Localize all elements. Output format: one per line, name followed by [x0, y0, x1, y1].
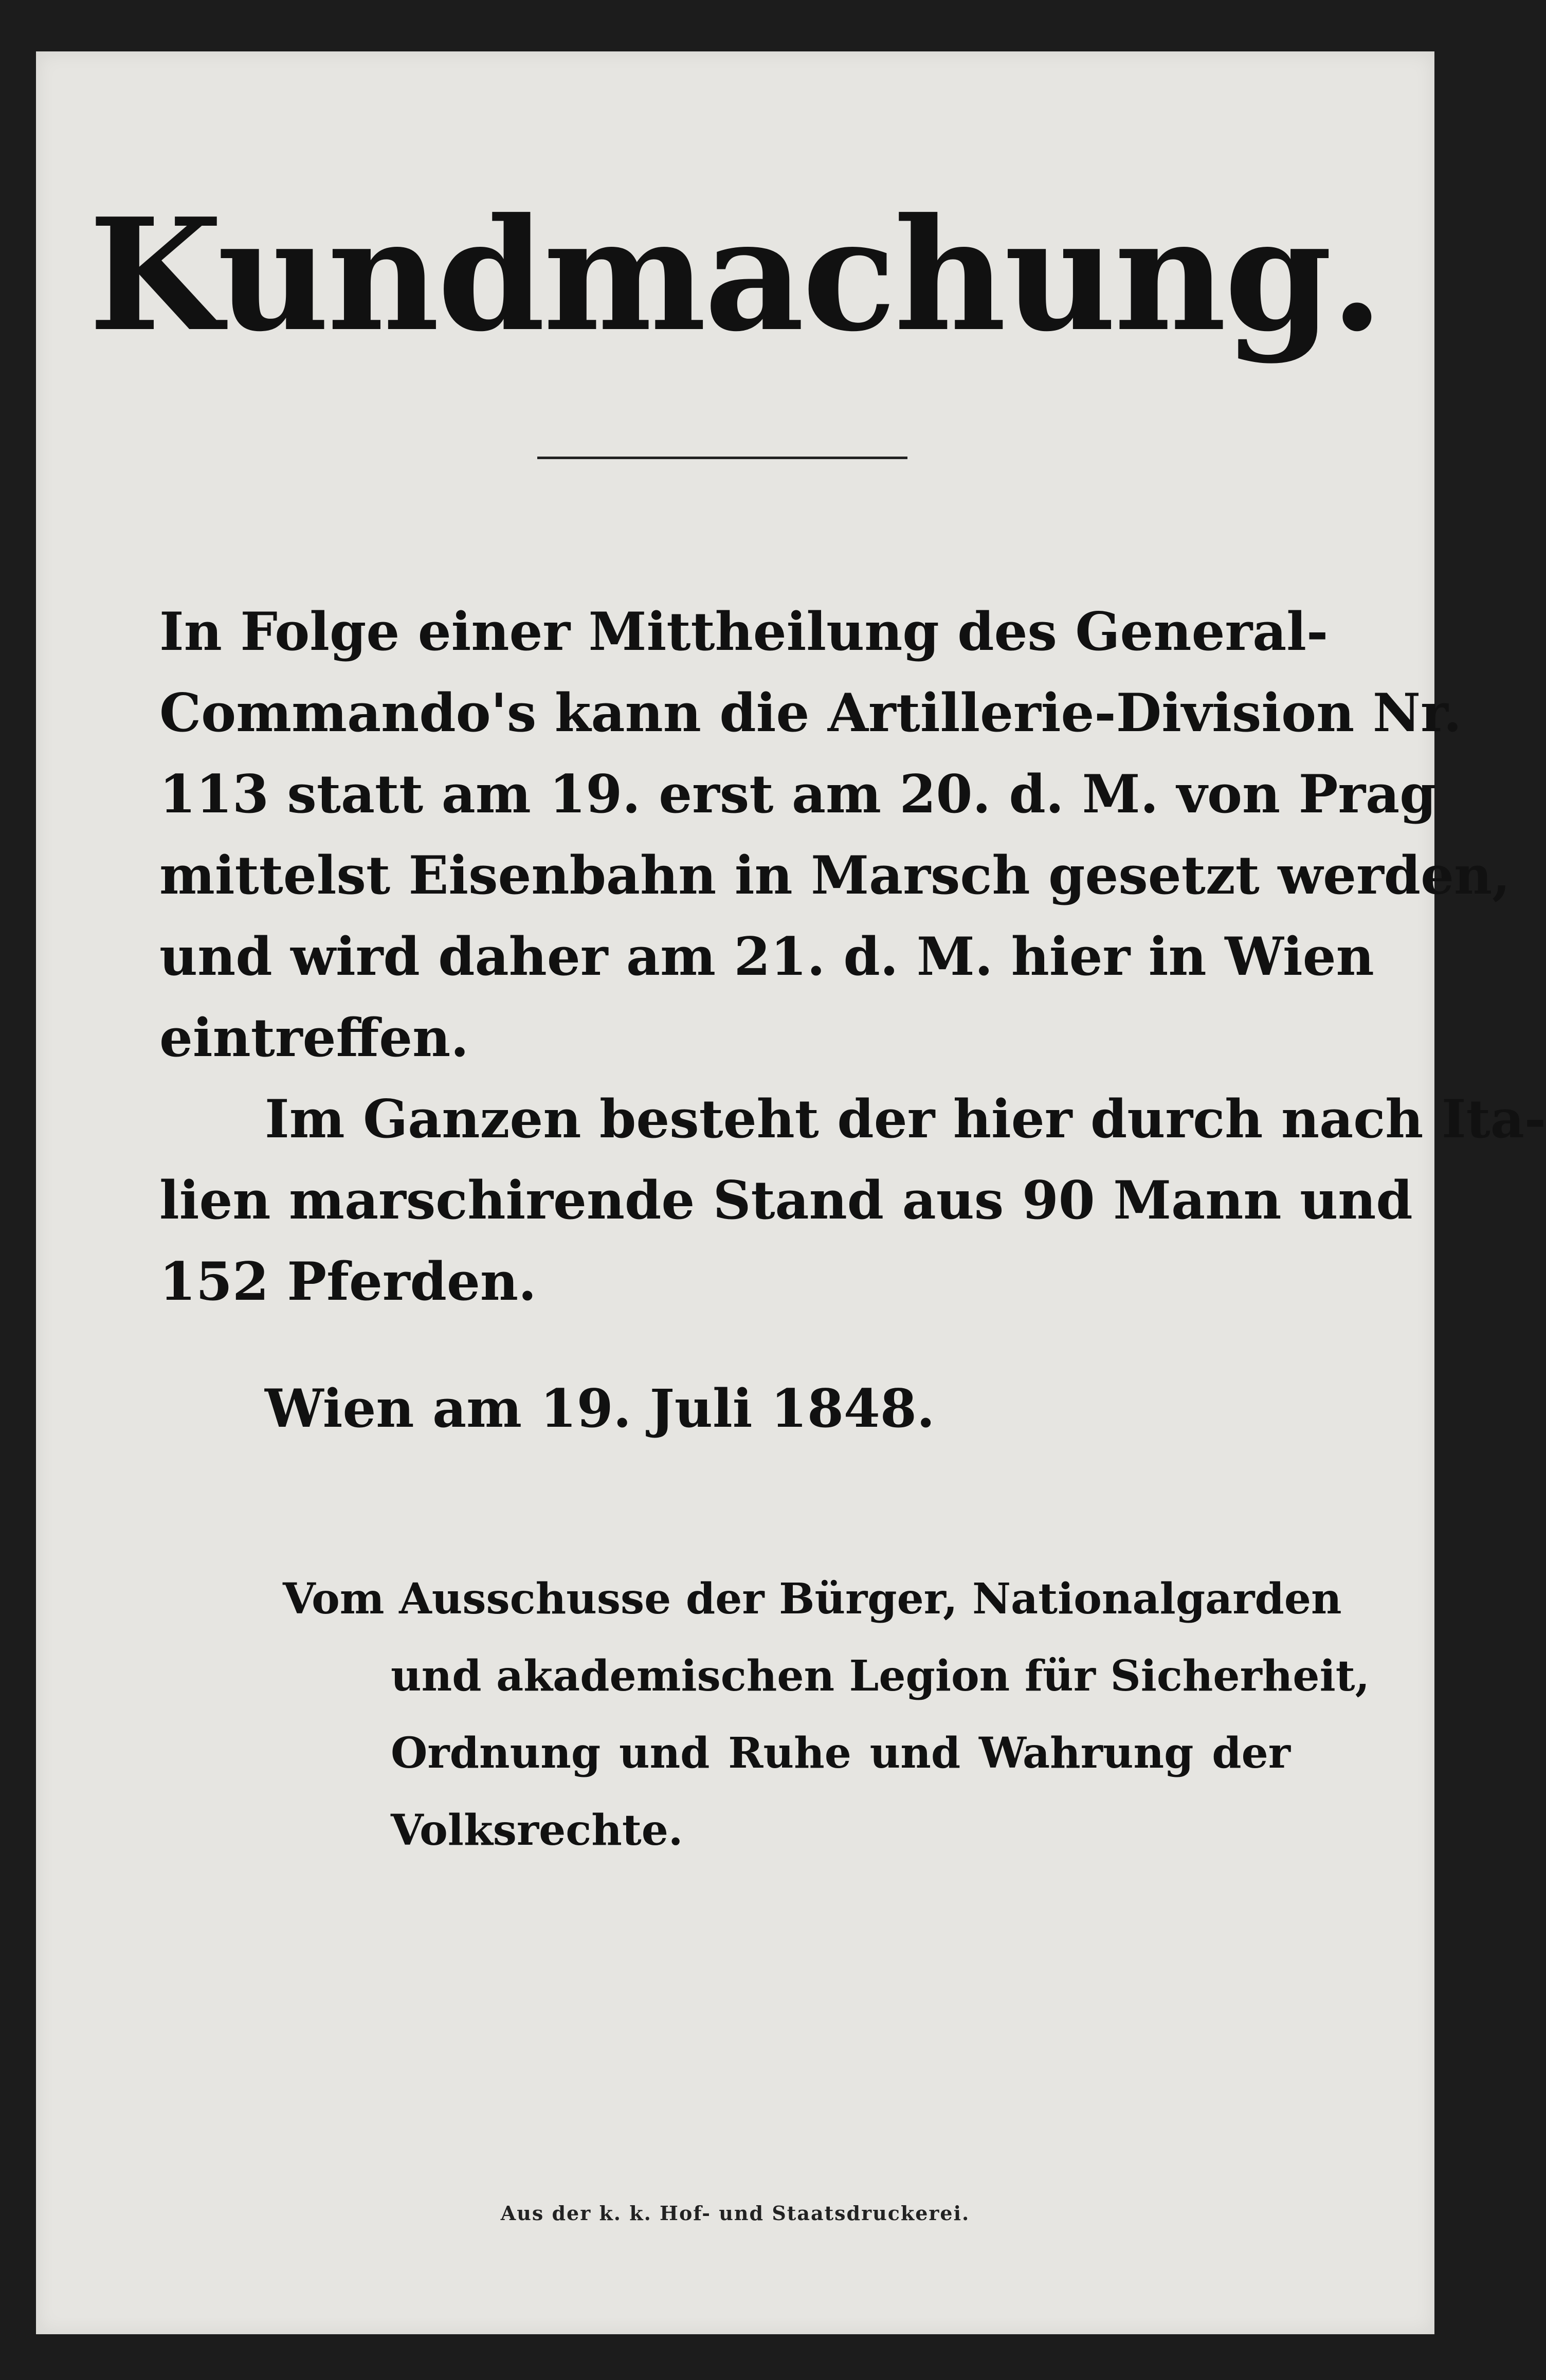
body-line: Commando's kann die Artillerie-Division Nr. [159, 682, 1462, 744]
title-divider [537, 457, 907, 459]
body-line: 152 Pferden. [159, 1251, 537, 1313]
body-line: eintreffen. [159, 1007, 469, 1069]
issuer-line: Volksrechte. [391, 1806, 683, 1855]
issuer-line: und akademischen Legion für Sicherheit, [391, 1651, 1370, 1701]
body-line: In Folge einer Mittheilung des General- [159, 601, 1329, 663]
body-line: 113 statt am 19. erst am 20. d. M. von Prag [159, 764, 1436, 825]
body-line: lien marschirende Stand aus 90 Mann und [159, 1170, 1413, 1231]
poster-sheet [36, 51, 1546, 2334]
issuer-line: Ordnung und Ruhe und Wahrung der [391, 1729, 1290, 1778]
issuer-line: Vom Ausschusse der Bürger, Nationalgarden [283, 1574, 1342, 1624]
issuer-signature-block [283, 1560, 1370, 1869]
announcement-body [159, 591, 1546, 1322]
body-line: Im Ganzen besteht der hier durch nach Ita- [265, 1088, 1546, 1150]
printer-imprint: Aus der k. k. Hof- und Staatsdruckerei. [500, 2202, 970, 2225]
body-line: und wird daher am 21. d. M. hier in Wien [159, 926, 1374, 988]
poster-title: Kundmachung. [88, 184, 1382, 366]
body-line: mittelst Eisenbahn in Marsch gesetzt werden, [159, 845, 1511, 906]
date-line: Wien am 19. Juli 1848. [265, 1378, 935, 1440]
